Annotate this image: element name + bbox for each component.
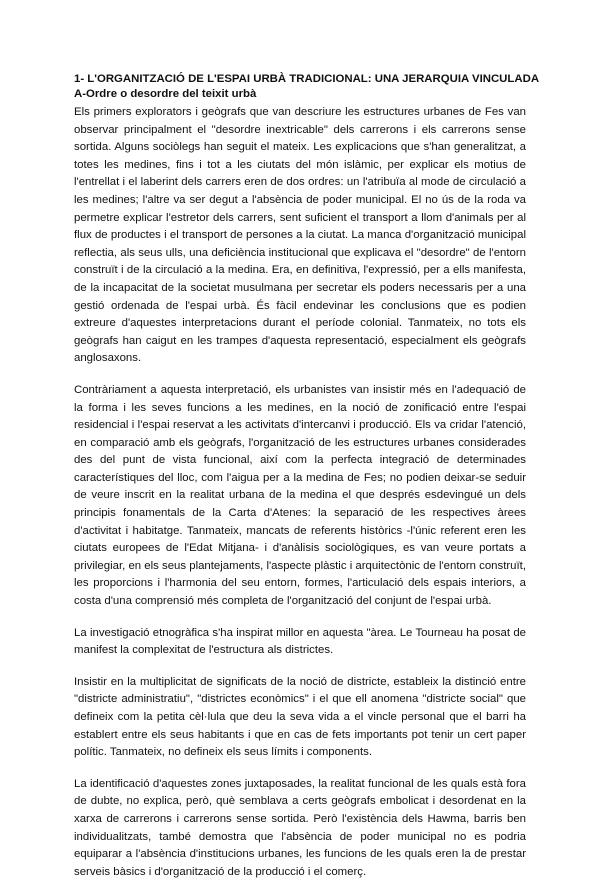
paragraph-4: Insistir en la multiplicitat de significats de la noció de districte, estableix la distinció entre "districte administratiu", "districtes econòmics" i el que ell anomena "districte social" que defineix com la petita cèl·lula que deu la seva vida a el vincle personal que el barri ha establert entre els seus habitants i que en cas de fets importants pot tenir un cert paper polític. Tanmateix, no defineix els seus límits i components. [74,675,526,759]
document-body [74,72,540,895]
section-subtitle: A-Ordre o desordre del teixit urbà [74,88,257,100]
paragraph-5: La identificació d'aquestes zones juxtaposades, la realitat funcional de les quals està fora de dubte, no explica, però, què semblava a certs geògrafs embolicat i desordenat en la xarxa de carrerons i carrerons sense sortida. Però l'existència dels Hawma, barris ben individualitzats, també demostra que l'absència de poder municipal no es podria equiparar a l'absència d'institucions urbanes, les funcions de les quals eren la de prestar serveis bàsics i d'organització de la producció i el comerç. [74,777,526,878]
paragraph-2: Contràriament a aquesta interpretació, els urbanistes van insistir més en l'adequació de la forma i les seves funcions a les medines, en la noció de zonificació entre l'espai residencial i l'espai reservat a les activitats d'intercanvi i producció. Els va cridar l'atenció, en comparació amb els geògrafs, l'organització de les estructures urbanes considerades des del punt de vista funcional, així com la perfecta integració de determinades característiques del lloc, com l'aigua per a la medina de Fes; no podien deixar-se seduir de veure inscrit en la realitat urbana de la medina el que després esdevingué un dels principis fonamentals de la Carta d'Atenes: la separació de les respectives àrees d'activitat i habitatge. Tanmateix, mancats de referents històrics -l'únic referent eren les ciutats europees de l'Edat Mitjana- i d'anàlisis sociològiques, es van veure portats a privilegiar, en els seus plantejaments, l'aspecte plàstic i arquitectònic de l'entorn construït, les proporcions i l'harmonia del seu entorn, formes, l'articulació dels espais interiors, a costa d'una comprensió més completa de l'organització del conjunt de l'espai urbà. [74,383,526,608]
section-title: 1- L'ORGANITZACIÓ DE L'ESPAI URBÀ TRADICIONAL: UNA JERARQUIA VINCULADA [74,73,540,85]
paragraph-3: La investigació etnogràfica s'ha inspirat millor en aquesta "àrea. Le Tourneau ha posat de manifest la complexitat de l'estructura als districtes. [74,626,526,657]
paragraph-1: Els primers explorators i geògrafs que van descriure les estructures urbanes de Fes van observar principalment el "desordre inextricable" dels carrerons i els carrerons sense sortida. Alguns sociòlegs han seguit el mateix. Les explicacions que s'han generalitzat, a totes les medines, fins i tot a les ciutats del món islàmic, per explicar els motius de l'entrellat i el laberint dels carrers eren de dos ordres: un l'atribuïa al mode de circulació a les medines; l'altre va ser degut a l'absència de poder municipal. El no ús de la roda va permetre explicar l'estretor dels carrers, sent suficient el transport a llom d'animals per al flux de productes i el transport de persones a la ciutat. La manca d'organització municipal reflectia, als seus ulls, una deficiència institucional que explicava el "desordre" de l'entorn construït i de la circulació a la medina. Era, en definitiva, l'expressió, per a ells manifesta, de la incapacitat de la societat musulmana per secretar els poders necessaris per a una gestió ordenada de l'espai urbà. És fàcil endevinar les conclusions que es podien extreure d'aquestes interpretacions durant el període colonial. Tanmateix, no tots els geògrafs han caigut en les trampes d'aquesta representació, especialment els geògrafs anglosaxons. [74,106,526,365]
